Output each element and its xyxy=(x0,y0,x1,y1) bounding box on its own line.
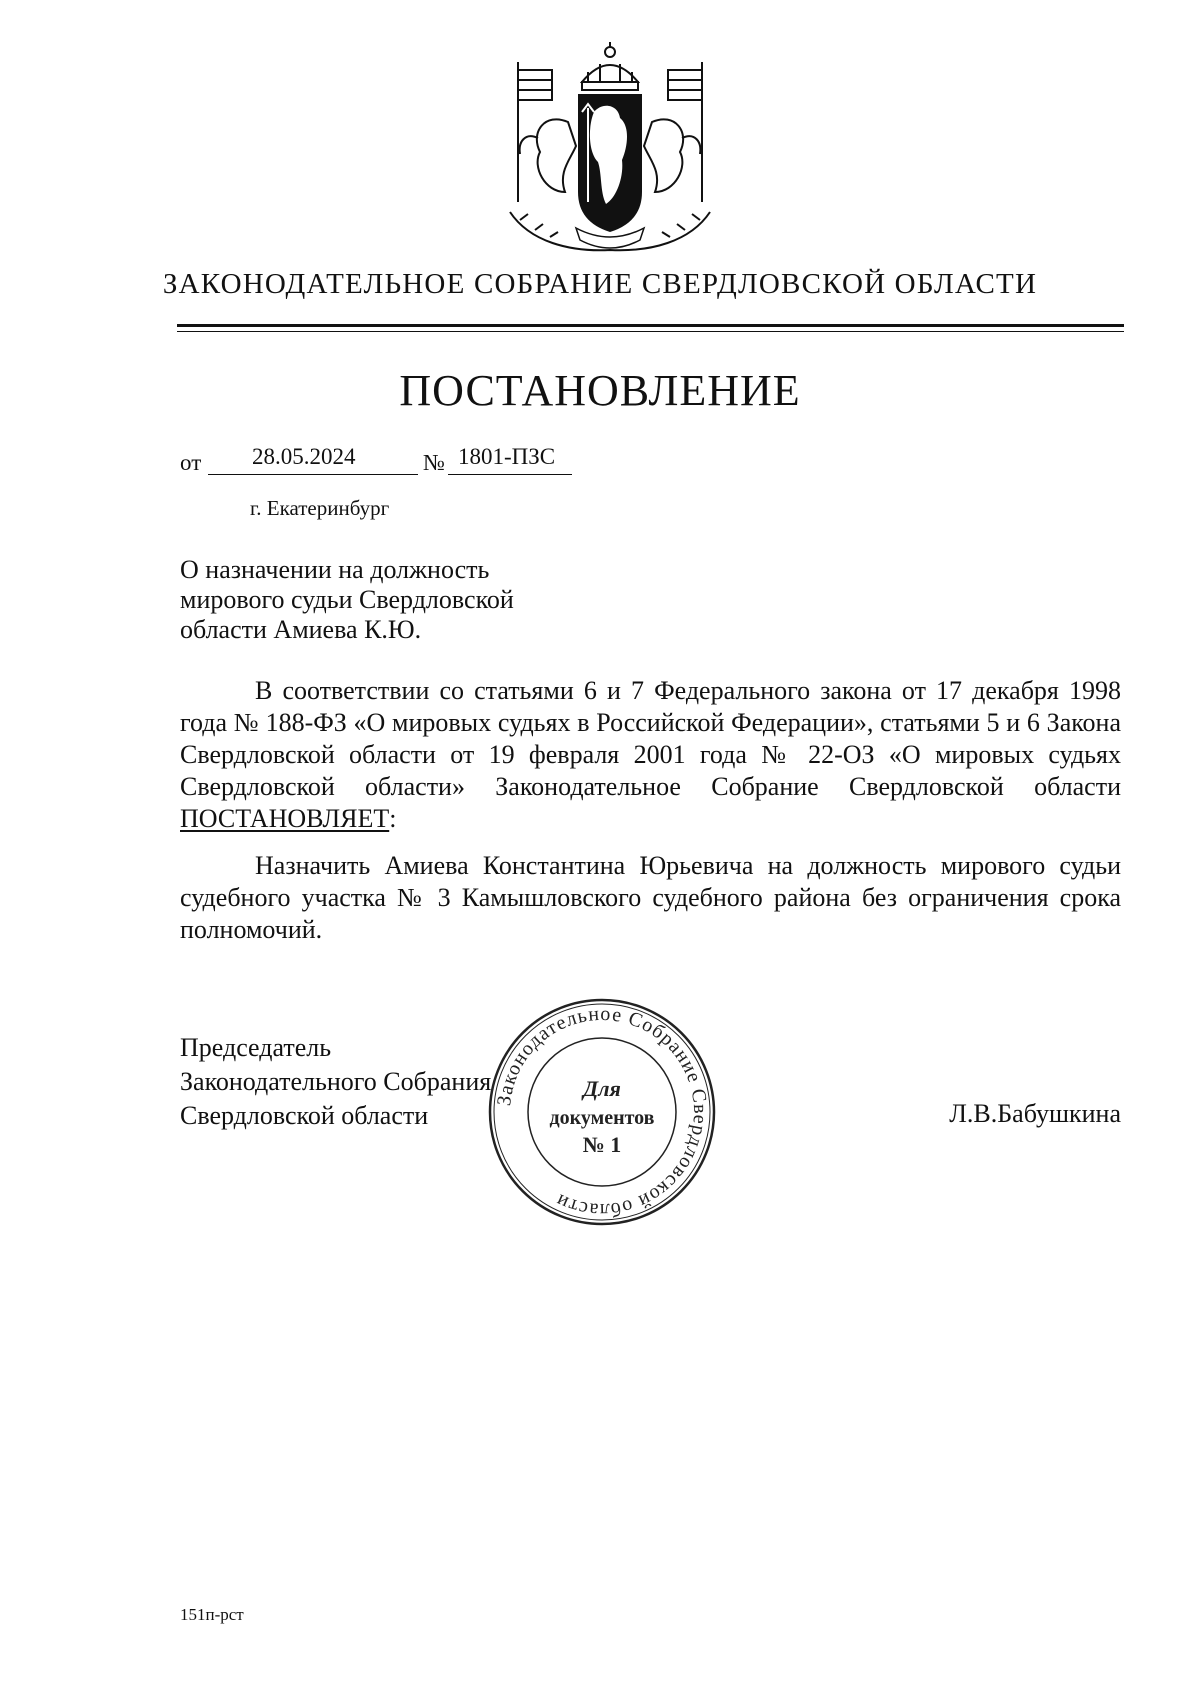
resolution-text: Назначить Амиева Константина Юрьевича на должность мирового судьи судебного участка № 3 Камышловского судебного района без ограничения срока полномочий. xyxy=(180,851,1121,944)
header-double-rule-thin xyxy=(177,331,1124,332)
signatory-title-line-1: Председатель xyxy=(180,1033,332,1062)
seal-ring-text: Законодательное Собрание Свердловской области xyxy=(493,1002,712,1222)
official-seal-stamp xyxy=(486,996,718,1228)
document-date: 28.05.2024 xyxy=(252,444,356,469)
number-sign: № xyxy=(423,450,445,475)
document-subject xyxy=(180,555,600,645)
signatory-title xyxy=(180,1031,491,1133)
header-double-rule-thick xyxy=(177,324,1124,327)
date-underline xyxy=(208,474,418,475)
seal-center-line-1: Для xyxy=(583,1076,621,1101)
subject-line-3: области Амиева К.Ю. xyxy=(180,615,422,644)
document-number: 1801-ПЗС xyxy=(458,444,556,469)
resolution-paragraph xyxy=(180,850,1121,946)
number-underline xyxy=(448,474,572,475)
preamble-text: В соответствии со статьями 6 и 7 Федерального закона от 17 декабря 1998 года № 188-ФЗ «О мировых судьях в Российской Федерации», статьями 5 и 6 Закона Свердловской области от 19 февраля 2001 года № 22-ОЗ «О мировых судьях Свердловской области» Законодательное Собрание Свердловской области xyxy=(180,676,1121,801)
preamble-paragraph xyxy=(180,675,1121,835)
date-prefix: от xyxy=(180,450,202,475)
signatory-title-line-3: Свердловской области xyxy=(180,1101,429,1130)
seal-center-line-2: документов xyxy=(549,1107,655,1129)
resolves-word: ПОСТАНОВЛЯЕТ xyxy=(180,804,390,833)
resolves-colon: : xyxy=(389,804,397,833)
signatory-title-line-2: Законодательного Собрания xyxy=(180,1067,492,1096)
seal-center-line-3: № 1 xyxy=(582,1132,622,1157)
coat-of-arms-emblem xyxy=(490,42,730,260)
document-type-title: ПОСТАНОВЛЕНИЕ xyxy=(399,366,801,415)
issue-city: г. Екатеринбург xyxy=(250,496,390,520)
signer-name: Л.В.Бабушкина xyxy=(949,1099,1121,1128)
subject-line-1: О назначении на должность xyxy=(180,555,490,584)
form-code: 151п-рст xyxy=(180,1605,244,1624)
organization-name: ЗАКОНОДАТЕЛЬНОЕ СОБРАНИЕ СВЕРДЛОВСКОЙ ОБЛАСТИ xyxy=(162,268,1038,300)
subject-line-2: мирового судьи Свердловской xyxy=(180,585,514,614)
